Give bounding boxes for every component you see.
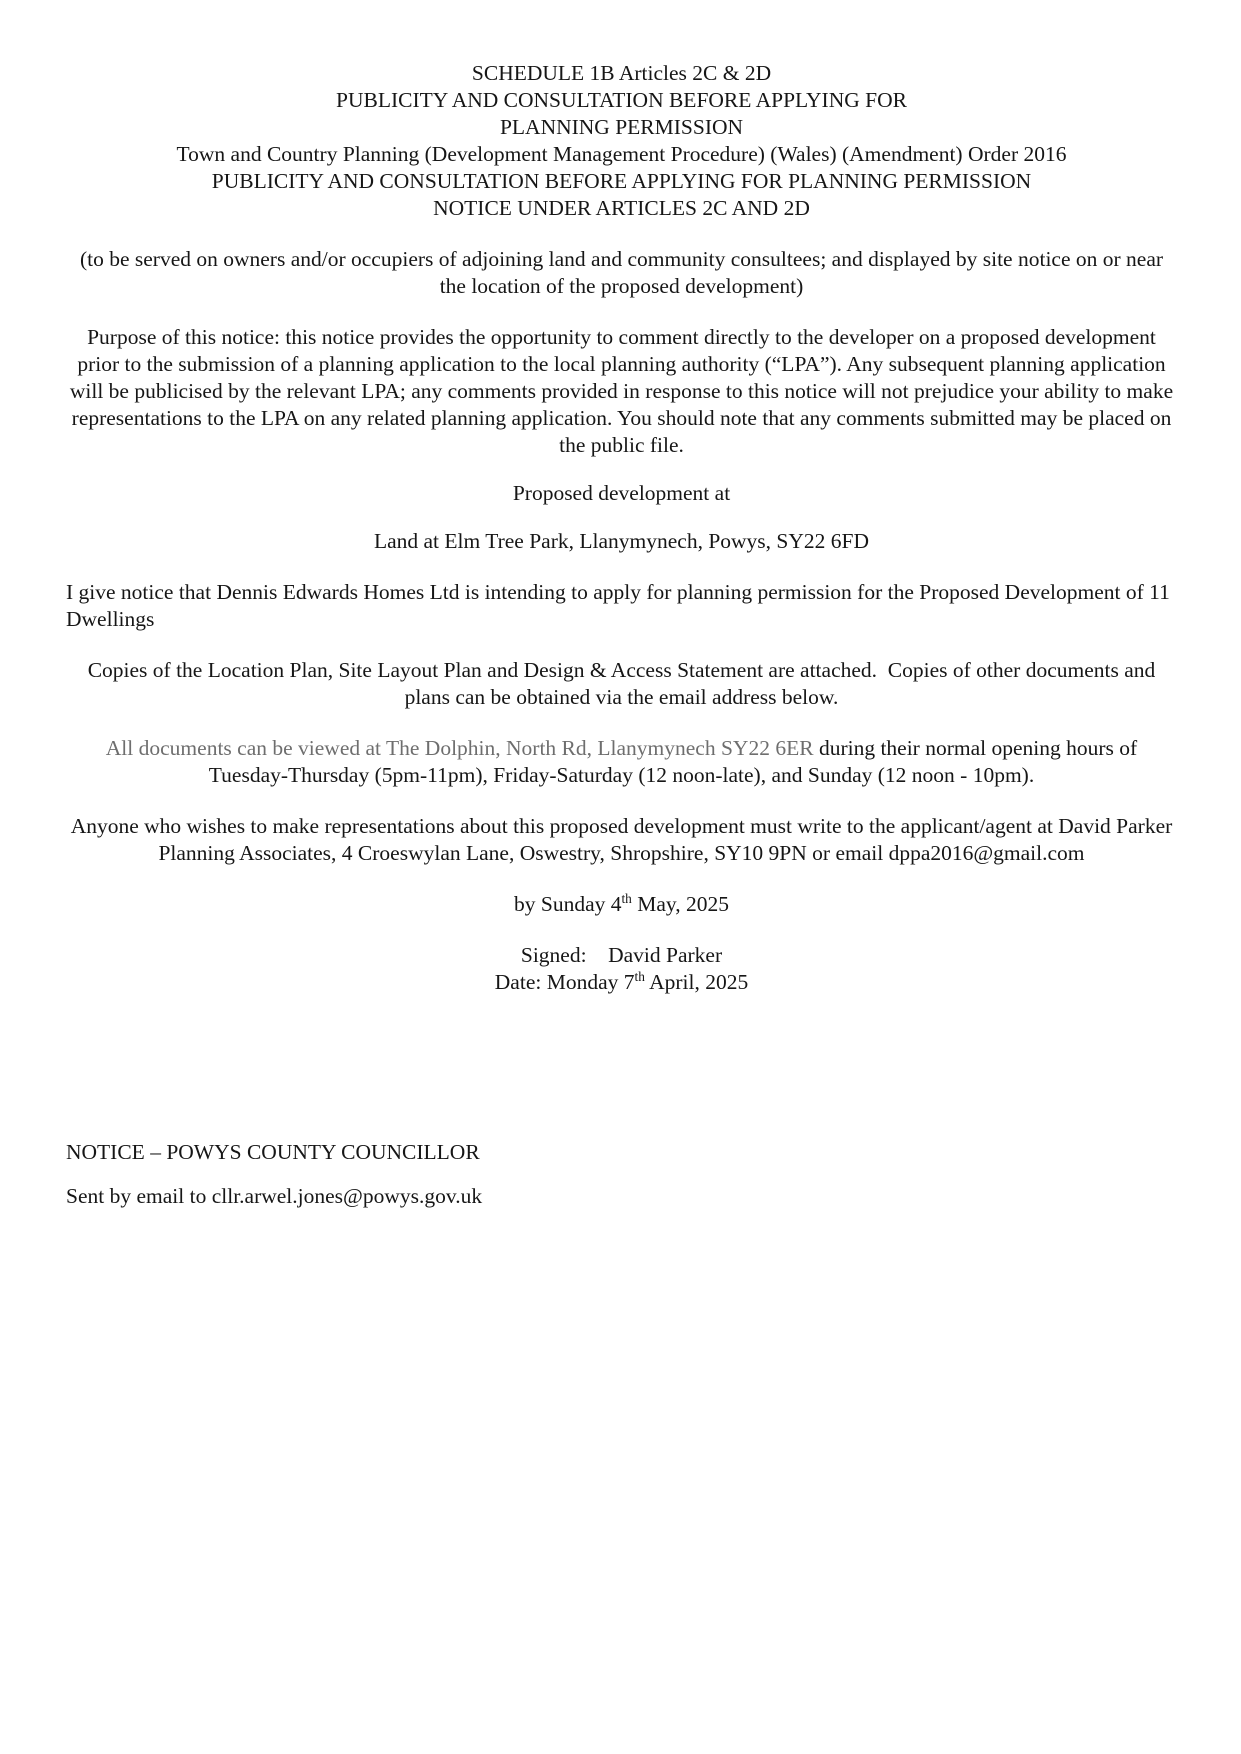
viewing-hours-text: during their normal opening hours of Tuesday-Thursday (5pm-11pm), Friday-Saturday (12 noon-late), and Sunday (12 noon - 10pm). <box>208 736 1138 787</box>
deadline-text-start: by Sunday 4 <box>513 892 622 916</box>
copies-paragraph: Copies of the Location Plan, Site Layout Plan and Design & Access Statement are attached. Copies of other documents and plans can be obtained via the email address below. <box>87 658 1161 709</box>
proposed-development-label: Proposed development at <box>512 481 731 505</box>
deadline-line <box>66 891 1177 918</box>
signature-block <box>66 942 1177 996</box>
header-order-line: Town and Country Planning (Development Management Procedure) (Wales) (Amendment) Order 2016 <box>176 142 1067 166</box>
signed-line: Signed: David Parker <box>520 943 723 967</box>
served-note-paragraph: (to be served on owners and/or occupiers of adjoining land and community consultees; and displayed by site notice on or near the location of the proposed development) <box>79 247 1164 298</box>
header-schedule-line: SCHEDULE 1B Articles 2C & 2D <box>471 61 772 85</box>
date-line <box>66 969 1177 996</box>
header-publicity-consultation-line: PUBLICITY AND CONSULTATION BEFORE APPLYING FOR PLANNING PERMISSION <box>211 169 1032 193</box>
header-publicity-line-1: PUBLICITY AND CONSULTATION BEFORE APPLYING FOR <box>336 88 907 112</box>
deadline-text-end: May, 2025 <box>631 892 729 916</box>
notice-of-intent-paragraph: I give notice that Dennis Edwards Homes Ltd is intending to apply for planning permission for the Proposed Development of 11 Dwellings <box>66 580 1170 631</box>
representations-paragraph: Anyone who wishes to make representations about this proposed development must write to the applicant/agent at David Parker Planning Associates, 4 Croeswylan Lane, Oswestry, Shropshire, SY10 9PN or email dppa2016@gmail.com <box>70 814 1173 865</box>
date-text-start: Date: Monday 7 <box>494 970 635 994</box>
date-text-end: April, 2025 <box>644 970 749 994</box>
header-notice-articles-line: NOTICE UNDER ARTICLES 2C AND 2D <box>433 196 810 220</box>
date-ordinal-suffix: th <box>634 968 645 984</box>
document-header <box>66 60 1177 222</box>
purpose-paragraph: Purpose of this notice: this notice provides the opportunity to comment directly to the developer on a proposed development prior to the submission of a planning application to the local planning authority (“LPA”). Any subsequent planning application will be publicised by the relevant LPA; any comments provided in response to this notice will not prejudice your ability to make representations to the LPA on any related planning application. You should note that any comments submitted may be placed on the public file. <box>69 325 1174 457</box>
viewing-location-text: All documents can be viewed at The Dolphin, North Rd, Llanymynech SY22 6ER <box>105 736 814 760</box>
deadline-ordinal-suffix: th <box>621 890 632 906</box>
councillor-notice-heading: NOTICE – POWYS COUNTY COUNCILLOR <box>66 1140 480 1164</box>
header-publicity-line-2: PLANNING PERMISSION <box>499 115 744 139</box>
sent-by-email-line: Sent by email to cllr.arwel.jones@powys.gov.uk <box>66 1184 483 1208</box>
site-address: Land at Elm Tree Park, Llanymynech, Powys, SY22 6FD <box>373 529 870 553</box>
viewing-paragraph <box>66 735 1177 789</box>
